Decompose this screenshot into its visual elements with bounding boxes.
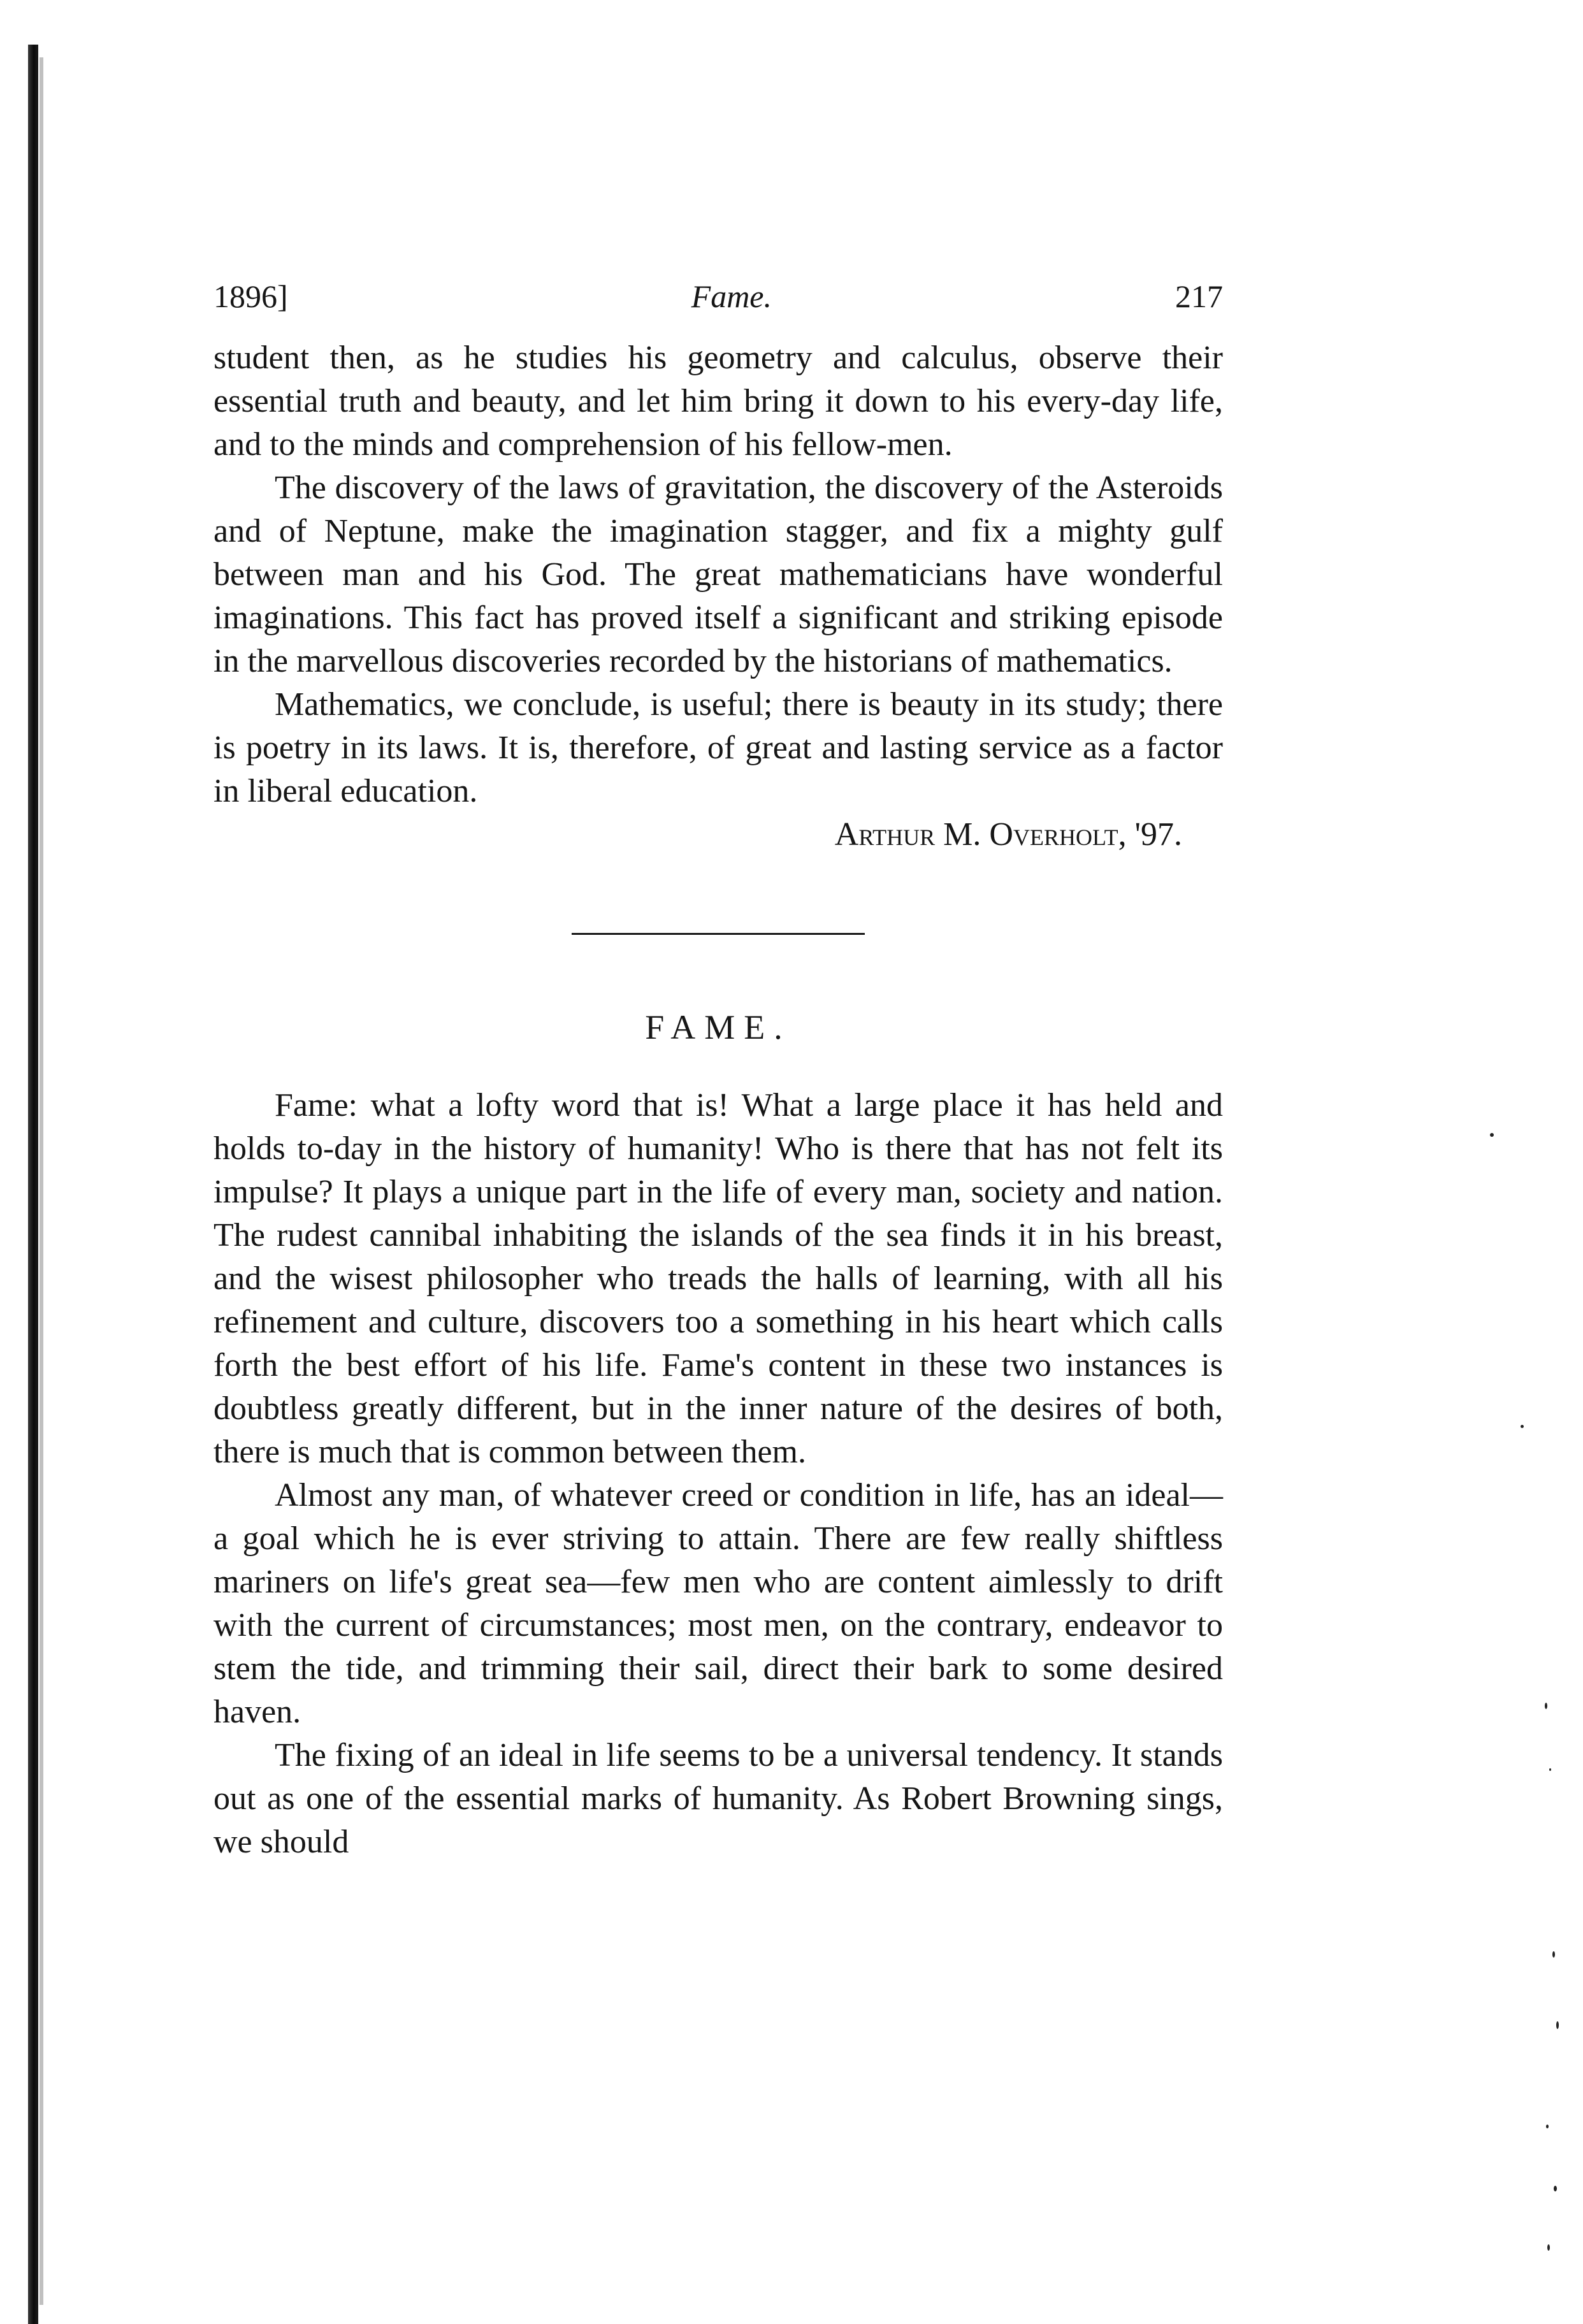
body-paragraph: The fixing of an ideal in life seems to be a universal tendency. It stands out as one of the essential marks of humanity. As Robert Browning sings, we should [213, 1737, 1223, 1860]
scan-speck [1545, 1703, 1547, 1709]
scan-speck [1546, 2125, 1549, 2128]
book-page [213, 280, 1223, 1864]
running-head [213, 280, 1223, 312]
author-signature: Arthur M. Overholt, '97. [834, 816, 1182, 853]
scan-speck [1521, 1425, 1524, 1428]
binding-shadow [28, 45, 38, 2324]
scan-binding-edge [0, 0, 41, 2324]
binding-shadow-soft [40, 57, 43, 2305]
scan-speck [1556, 2021, 1559, 2029]
body-paragraph: student then, as he studies his geometry and calculus, observe their essential truth and beauty, and let him bring it down to his every-day life, and to the minds and comprehension of his fellow-men. [213, 340, 1223, 463]
body-paragraph: Almost any man, of whatever creed or condition in life, has an ideal—a goal which he is ever striving to attain. There are few really shiftless mariners on life's great sea—few men who are content aimlessly to drift with the current of circumstances; most men, on the contrary, endeavor to stem the tide, and trimming their sail, direct their bark to some desired haven. [213, 1477, 1223, 1730]
body-paragraph: Mathematics, we conclude, is useful; there is beauty in its study; there is poetry in its laws. It is, therefore, of great and lasting service as a factor in liberal education. [213, 686, 1223, 809]
scan-speck [1554, 2186, 1557, 2191]
running-head-title: Fame. [691, 278, 772, 314]
page-number: 217 [1175, 278, 1223, 314]
scan-speck [1552, 1951, 1555, 1958]
scan-speck [1490, 1133, 1494, 1137]
section-divider [572, 933, 865, 935]
body-paragraph: The discovery of the laws of gravitation, the discovery of the Asteroids and of Neptune, make the imagination stagger, and fix a mighty gulf between man and his God. The great mathematicians have wonderful imaginations. This fact has proved itself a significant and striking episode in the marvellous discoveries recorded by the historians of mathematics. [213, 470, 1223, 679]
article-title: FAME. [645, 1008, 792, 1046]
body-paragraph: Fame: what a lofty word that is! What a large place it has held and holds to-day in the history of humanity! Who is there that has not felt its impulse? It plays a unique part in the life of every man, society and nation. The rudest cannibal inhabiting the islands of the sea finds it in his breast, and the wisest philosopher who treads the halls of learning, with all his refinement and culture, discovers too a something in his heart which calls forth the best effort of his life. Fame's content in these two instances is doubtless greatly different, but in the inner nature of the desires of both, there is much that is common between them. [213, 1087, 1223, 1470]
running-head-year: 1896] [213, 278, 288, 314]
scan-speck [1549, 1768, 1551, 1771]
scan-speck [1547, 2244, 1550, 2251]
